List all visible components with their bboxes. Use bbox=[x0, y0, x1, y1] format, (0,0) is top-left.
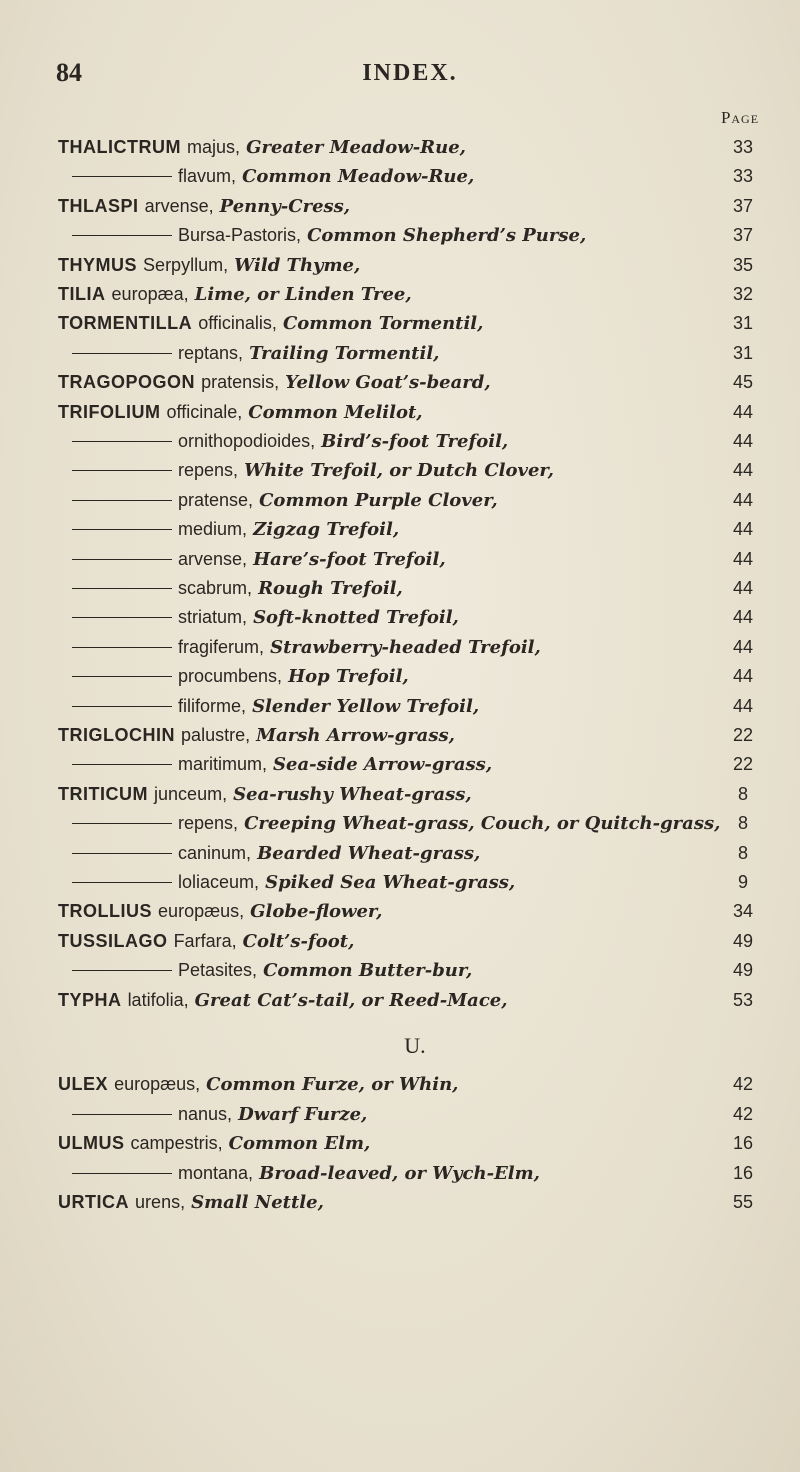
ditto-rule bbox=[72, 529, 172, 530]
index-entry bbox=[58, 986, 778, 1014]
entry-text bbox=[178, 1159, 540, 1188]
index-entry bbox=[58, 692, 778, 720]
ditto-rule bbox=[72, 1114, 172, 1115]
species-name: caninum, bbox=[178, 842, 252, 863]
common-name: Globe-flower, bbox=[250, 901, 383, 923]
species-name: ornithopodioides, bbox=[178, 431, 316, 451]
page-reference: 16 bbox=[732, 1133, 754, 1154]
common-name: Hare’s-foot Trefoil, bbox=[253, 548, 446, 570]
common-name: Marsh Arrow-grass, bbox=[256, 725, 455, 746]
ditto-rule bbox=[72, 764, 172, 765]
entry-text bbox=[178, 662, 409, 691]
index-entry bbox=[58, 339, 778, 367]
entry-text bbox=[58, 986, 508, 1015]
common-name: Common Melilot, bbox=[248, 401, 423, 423]
genus-name: THALICTRUM bbox=[58, 137, 181, 157]
index-entry bbox=[58, 398, 778, 426]
page-reference: 22 bbox=[732, 754, 754, 775]
page-reference: 8 bbox=[737, 813, 748, 834]
entry-text bbox=[178, 574, 403, 603]
common-name: Strawberry-headed Trefoil, bbox=[270, 636, 541, 658]
index-entry bbox=[58, 368, 778, 396]
species-name: procumbens, bbox=[178, 666, 283, 687]
index-entry bbox=[58, 251, 778, 279]
species-name: filiforme, bbox=[178, 695, 247, 716]
common-name: Common Purple Clover, bbox=[259, 489, 498, 511]
page-reference: 53 bbox=[732, 989, 754, 1010]
species-name: junceum, bbox=[154, 783, 228, 804]
species-name: europæus, bbox=[158, 901, 245, 922]
page-reference: 44 bbox=[732, 636, 754, 657]
species-name: arvense, bbox=[178, 548, 248, 569]
common-name: Penny-Cress, bbox=[219, 195, 351, 217]
page-reference: 32 bbox=[732, 284, 754, 304]
ditto-rule bbox=[72, 823, 172, 824]
species-name: flavum, bbox=[178, 166, 237, 187]
index-entry bbox=[58, 633, 778, 661]
common-name: Slender Yellow Trefoil, bbox=[252, 695, 480, 717]
ditto-rule bbox=[72, 176, 172, 177]
ditto-rule bbox=[72, 706, 172, 707]
common-name: Rough Trefoil, bbox=[258, 578, 403, 599]
species-name: nanus, bbox=[178, 1103, 233, 1124]
common-name: Zigzag Trefoil, bbox=[253, 519, 400, 541]
genus-name: ULEX bbox=[58, 1074, 109, 1094]
index-entry bbox=[58, 956, 778, 984]
entry-text bbox=[178, 486, 498, 515]
page-reference: 37 bbox=[732, 225, 754, 246]
entry-text bbox=[58, 192, 350, 221]
page-reference: 45 bbox=[732, 372, 754, 393]
genus-name: TYPHA bbox=[58, 989, 122, 1010]
species-name: Serpyllum, bbox=[143, 254, 229, 275]
entry-text bbox=[178, 809, 720, 838]
entry-text bbox=[178, 692, 479, 721]
index-entry bbox=[58, 927, 778, 955]
species-name: majus, bbox=[187, 137, 241, 157]
common-name: Colt’s-foot, bbox=[242, 930, 355, 952]
entry-text bbox=[58, 398, 423, 427]
common-name: Sea-rushy Wheat-grass, bbox=[233, 783, 472, 805]
entry-text bbox=[178, 221, 586, 250]
species-name: reptans, bbox=[178, 342, 244, 363]
entry-text bbox=[178, 456, 554, 485]
entry-text bbox=[58, 368, 491, 397]
section-heading-u: U. bbox=[404, 1033, 426, 1058]
page-reference: 44 bbox=[732, 460, 754, 481]
page-reference: 44 bbox=[732, 401, 754, 422]
entry-text bbox=[178, 603, 459, 632]
species-name: repens, bbox=[178, 460, 239, 481]
ditto-rule bbox=[72, 500, 172, 501]
ditto-rule bbox=[72, 882, 172, 883]
species-name: latifolia, bbox=[127, 989, 189, 1010]
entry-text bbox=[58, 897, 382, 926]
entry-text bbox=[58, 1129, 370, 1158]
index-entry bbox=[58, 1129, 778, 1157]
common-name: Sea-side Arrow-grass, bbox=[273, 754, 493, 776]
page-reference: 31 bbox=[732, 342, 754, 363]
index-entry bbox=[58, 662, 778, 690]
genus-name: TUSSILAGO bbox=[58, 930, 168, 951]
running-head: INDEX. bbox=[362, 60, 458, 86]
index-entry bbox=[58, 721, 778, 749]
ditto-rule bbox=[72, 617, 172, 618]
index-entry bbox=[58, 221, 778, 249]
entry-text bbox=[178, 162, 474, 191]
page-reference: 33 bbox=[732, 166, 754, 187]
ditto-rule bbox=[72, 853, 172, 854]
index-entry bbox=[58, 133, 778, 161]
page-reference: 49 bbox=[732, 960, 754, 981]
genus-name: THYMUS bbox=[58, 254, 137, 275]
common-name: Common Shepherd’s Purse, bbox=[307, 225, 587, 247]
genus-name: ULMUS bbox=[58, 1133, 125, 1154]
species-name: striatum, bbox=[178, 607, 248, 628]
ditto-rule bbox=[72, 235, 172, 236]
species-name: medium, bbox=[178, 519, 248, 540]
ditto-rule bbox=[72, 470, 172, 471]
index-entry bbox=[58, 1188, 778, 1216]
entry-text bbox=[58, 1188, 324, 1217]
common-name: Lime, or Linden Tree, bbox=[194, 284, 412, 305]
index-entry bbox=[58, 515, 778, 543]
ditto-rule bbox=[72, 441, 172, 442]
species-name: pratense, bbox=[178, 489, 254, 510]
page-reference: 35 bbox=[732, 254, 754, 275]
species-name: Bursa-Pastoris, bbox=[178, 225, 302, 246]
common-name: Dwarf Furze, bbox=[238, 1103, 368, 1125]
page-reference: 44 bbox=[732, 548, 754, 569]
species-name: maritimum, bbox=[178, 754, 267, 775]
entry-text bbox=[58, 927, 354, 956]
species-name: loliaceum, bbox=[178, 872, 260, 892]
entry-text bbox=[58, 133, 466, 162]
common-name: Trailing Tormentil, bbox=[249, 342, 440, 364]
species-name: Farfara, bbox=[173, 930, 237, 951]
ditto-rule bbox=[72, 676, 172, 677]
common-name: White Trefoil, or Dutch Clover, bbox=[244, 460, 554, 482]
entry-text bbox=[58, 1070, 458, 1099]
common-name: Creeping Wheat-grass, Couch, or Quitch-grass, bbox=[244, 813, 721, 835]
page-reference: 22 bbox=[732, 725, 754, 745]
page-reference: 44 bbox=[732, 666, 754, 687]
species-name: Petasites, bbox=[178, 960, 258, 981]
page-reference: 49 bbox=[732, 930, 754, 951]
page-reference: 44 bbox=[732, 695, 754, 716]
index-entry bbox=[58, 603, 778, 631]
index-entry bbox=[58, 486, 778, 514]
entry-text bbox=[178, 633, 541, 662]
ditto-rule bbox=[72, 1173, 172, 1174]
common-name: Small Nettle, bbox=[191, 1192, 324, 1214]
genus-name: TORMENTILLA bbox=[58, 313, 193, 334]
page-reference: 44 bbox=[732, 431, 754, 451]
genus-name: URTICA bbox=[58, 1192, 129, 1213]
page-reference: 34 bbox=[732, 901, 754, 922]
species-name: montana, bbox=[178, 1162, 254, 1183]
index-entry bbox=[58, 839, 778, 867]
ditto-rule bbox=[72, 647, 172, 648]
entry-text bbox=[178, 545, 446, 574]
page-reference: 31 bbox=[732, 313, 754, 334]
species-name: campestris, bbox=[130, 1133, 223, 1154]
genus-name: THLASPI bbox=[58, 195, 139, 216]
common-name: Great Cat’s-tail, or Reed-Mace, bbox=[194, 989, 508, 1011]
page-reference: 42 bbox=[732, 1103, 754, 1124]
species-name: urens, bbox=[135, 1192, 186, 1213]
common-name: Wild Thyme, bbox=[234, 254, 361, 276]
species-name: repens, bbox=[178, 813, 239, 834]
common-name: Bird’s-foot Trefoil, bbox=[321, 431, 509, 452]
common-name: Spiked Sea Wheat-grass, bbox=[265, 872, 516, 893]
species-name: officinalis, bbox=[198, 313, 277, 334]
genus-name: TROLLIUS bbox=[58, 901, 152, 922]
species-name: arvense, bbox=[144, 195, 214, 216]
species-name: scabrum, bbox=[178, 578, 253, 598]
page-reference: 37 bbox=[732, 195, 754, 216]
page-reference: 44 bbox=[732, 607, 754, 628]
ditto-rule bbox=[72, 559, 172, 560]
genus-name: TRAGOPOGON bbox=[58, 372, 196, 393]
species-name: pratensis, bbox=[201, 372, 280, 393]
ditto-rule bbox=[72, 970, 172, 971]
species-name: officinale, bbox=[166, 401, 243, 422]
common-name: Greater Meadow-Rue, bbox=[246, 137, 466, 158]
index-entry bbox=[58, 456, 778, 484]
entry-text bbox=[178, 339, 439, 368]
page-number: 84 bbox=[56, 58, 82, 87]
common-name: Hop Trefoil, bbox=[288, 666, 409, 688]
index-entry bbox=[58, 427, 778, 455]
entry-text bbox=[178, 868, 515, 897]
species-name: fragiferum, bbox=[178, 636, 265, 657]
index-entry bbox=[58, 545, 778, 573]
page-reference: 8 bbox=[737, 842, 748, 863]
species-name: palustre, bbox=[181, 725, 251, 745]
entry-text bbox=[58, 251, 360, 280]
entry-text bbox=[58, 309, 483, 338]
entry-text bbox=[58, 280, 412, 309]
genus-name: TRITICUM bbox=[58, 783, 148, 804]
page-reference: 8 bbox=[737, 783, 748, 804]
index-entry bbox=[58, 897, 778, 925]
page-reference: 55 bbox=[732, 1192, 754, 1213]
common-name: Common Meadow-Rue, bbox=[242, 166, 475, 188]
page-column-heading: Page bbox=[720, 108, 760, 127]
common-name: Broad-leaved, or Wych-Elm, bbox=[259, 1162, 540, 1184]
page-reference: 44 bbox=[732, 578, 754, 598]
ditto-rule bbox=[72, 353, 172, 354]
common-name: Common Elm, bbox=[228, 1133, 371, 1155]
index-entry bbox=[58, 1070, 778, 1098]
index-entry bbox=[58, 280, 778, 308]
species-name: europæa, bbox=[111, 284, 189, 304]
entry-text bbox=[178, 1100, 367, 1129]
index-entry bbox=[58, 574, 778, 602]
entry-text bbox=[178, 515, 399, 544]
page-reference: 42 bbox=[732, 1074, 754, 1094]
index-entry bbox=[58, 1100, 778, 1128]
entry-text bbox=[58, 780, 472, 809]
page-reference: 9 bbox=[737, 872, 748, 892]
genus-name: TRIFOLIUM bbox=[58, 401, 161, 422]
genus-name: TILIA bbox=[58, 284, 106, 304]
index-entry bbox=[58, 750, 778, 778]
index-entry bbox=[58, 192, 778, 220]
index-entry bbox=[58, 868, 778, 896]
common-name: Common Tormentil, bbox=[282, 313, 484, 335]
species-name: europæus, bbox=[114, 1074, 201, 1094]
entry-text bbox=[178, 956, 472, 985]
index-entry bbox=[58, 1159, 778, 1187]
common-name: Common Furze, or Whin, bbox=[206, 1074, 459, 1095]
page-reference: 16 bbox=[732, 1162, 754, 1183]
ditto-rule bbox=[72, 588, 172, 589]
page-reference: 33 bbox=[732, 137, 754, 157]
index-entry bbox=[58, 309, 778, 337]
common-name: Soft-knotted Trefoil, bbox=[253, 607, 459, 629]
common-name: Yellow Goat’s-beard, bbox=[285, 372, 491, 394]
entry-text bbox=[178, 750, 492, 779]
index-entry bbox=[58, 162, 778, 190]
common-name: Common Butter-bur, bbox=[263, 960, 473, 982]
page-reference: 44 bbox=[732, 519, 754, 540]
page-reference: 44 bbox=[732, 489, 754, 510]
entry-text bbox=[58, 721, 455, 750]
genus-name: TRIGLOCHIN bbox=[58, 725, 175, 745]
entry-text bbox=[178, 839, 480, 868]
index-entry bbox=[58, 780, 778, 808]
common-name: Bearded Wheat-grass, bbox=[257, 842, 481, 864]
index-entry bbox=[58, 809, 778, 837]
entry-text bbox=[178, 427, 508, 456]
